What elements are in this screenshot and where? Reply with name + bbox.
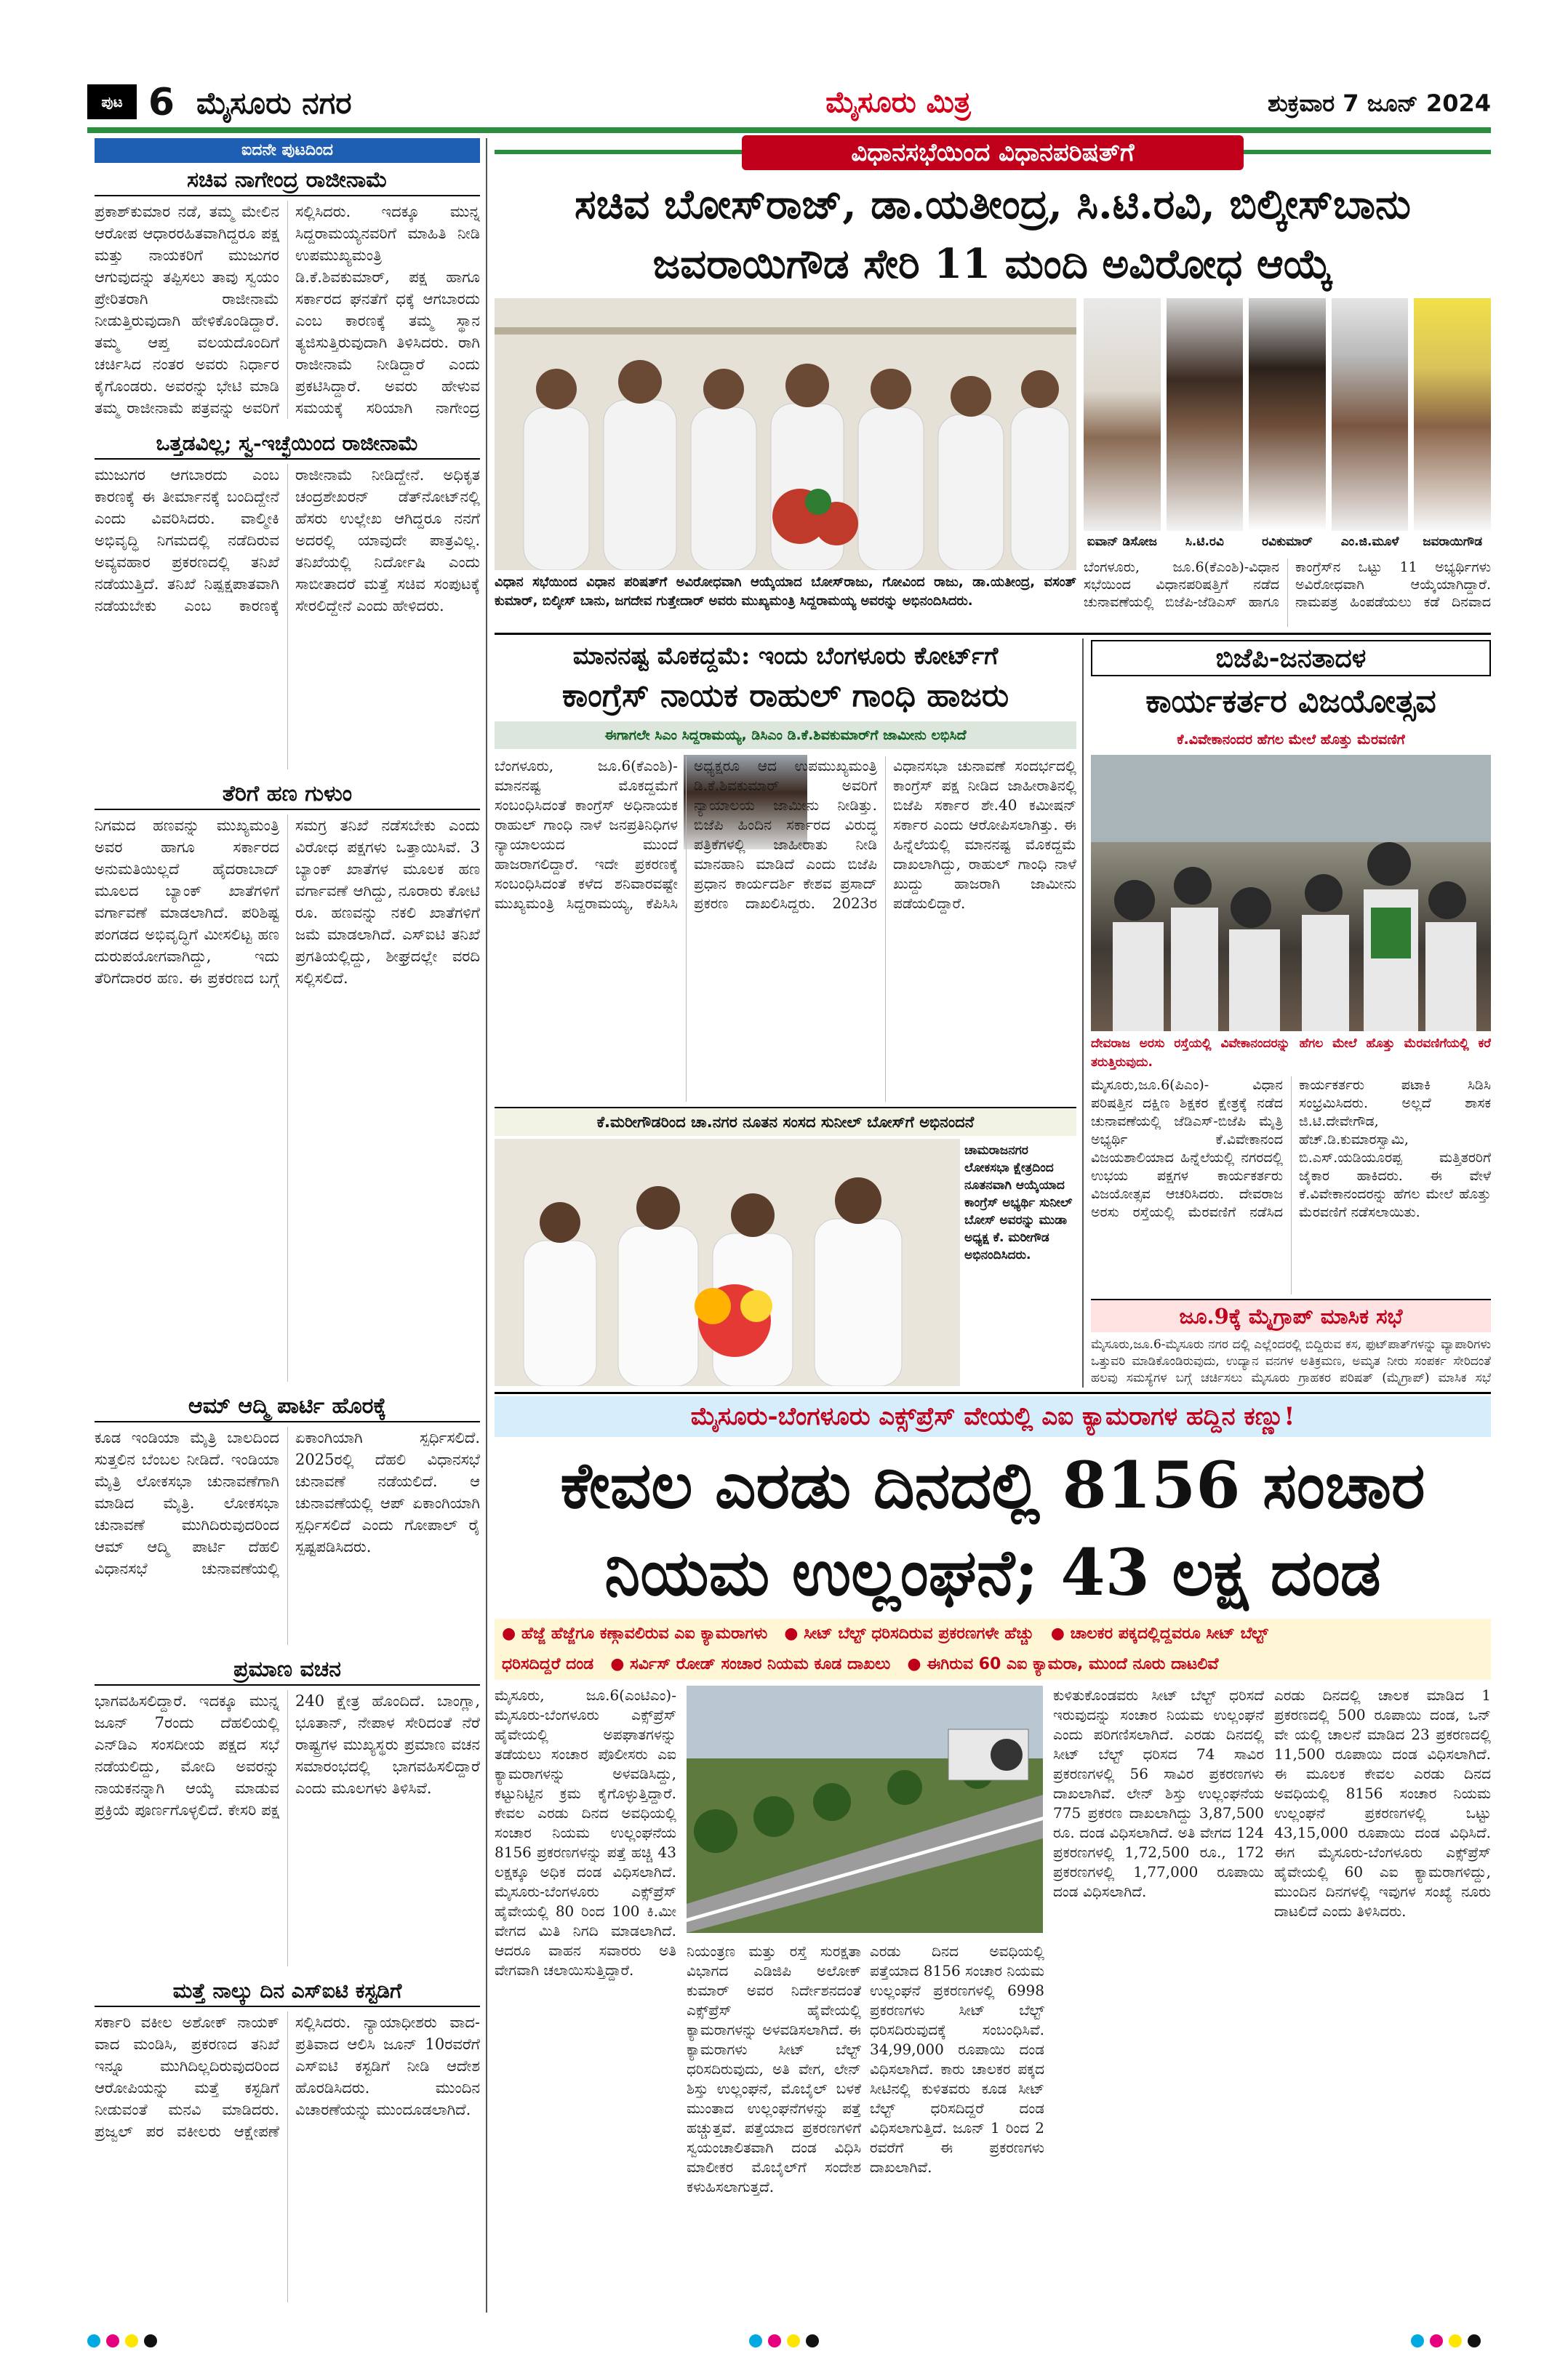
story-body-oath: ಭಾಗವಹಿಸಲಿದ್ದಾರೆ. ಇದಕ್ಕೂ ಮುನ್ನ ಜೂನ್ 7ರಂದು ದೆಹಲಿಯಲ್ಲಿ ಎನ್‌ಡಿಎ ಸಂಸದೀಯ ಪಕ್ಷದ ಸಭೆ ನಡೆಯಲಿದ್ದು, ಮೋದಿ ಅವರನ್ನು ನಾಯಕನನ್ನಾಗಿ ಆಯ್ಕೆ ಮಾಡುವ ಪ್ರಕ್ರಿಯೆ ಪೂರ್ಣಗೊಳ್ಳಲಿದೆ. ಕೇಸರಿ ಪಕ್ಷ 240 ಕ್ಷೇತ್ರ ಹೊಂದಿದೆ. ಬಾಂಗ್ಲಾ, ಭೂತಾನ್, ನೇಪಾಳ ಸೇರಿದಂತೆ ನೆರೆ ರಾಷ್ಟ್ರಗಳ ಮುಖ್ಯಸ್ಥರು ಪ್ರಮಾಣ ವಚನ ಸಮಾರಂಭದಲ್ಲಿ ಭಾಗವಹಿಸಲಿದ್ದಾರೆ ಎಂದು ಮೂಲಗಳು ತಿಳಿಸಿವೆ. bbox=[95, 1692, 480, 1819]
bullet-row-2 bbox=[495, 1649, 1491, 1680]
portrait-photo bbox=[1414, 298, 1491, 531]
portrait-card bbox=[1167, 298, 1244, 553]
felicitation-title-bar: ಕೆ.ಮರೀಗೌಡರಿಂದ ಚಾ.ನಗರ ನೂತನ ಸಂಸದ ಸುನೀಲ್ ಬೋಸ್‌ಗೆ ಅಭಿನಂದನೆ bbox=[495, 1107, 1076, 1136]
story-body-sit-custody: ಸರ್ಕಾರಿ ವಕೀಲ ಅಶೋಕ್ ನಾಯಕ್ ವಾದ ಮಂಡಿಸಿ, ಪ್ರಕರಣದ ತನಿಖೆ ಇನ್ನೂ ಮುಗಿದಿಲ್ಲದಿರುವುದರಿಂದ ಆರೋಪಿಯನ್ನು ಮತ್ತೆ ಕಸ್ಟಡಿಗೆ ನೀಡುವಂತೆ ಮನವಿ ಮಾಡಿದರು. ಪ್ರಜ್ವಲ್ ಪರ ವಕೀಲರು ಆಕ್ಷೇಪಣೆ ಸಲ್ಲಿಸಿದರು. ನ್ಯಾಯಾಧೀಶರು ವಾದ-ಪ್ರತಿವಾದ ಆಲಿಸಿ ಜೂನ್ 10ರವರೆಗೆ ಎಸ್‌ಐಟಿ ಕಸ್ಟಡಿಗೆ ನೀಡಿ ಆದೇಶ ಹೊರಡಿಸಿದರು. ಮುಂದಿನ ವಿಚಾರಣೆಯನ್ನು ಮುಂದೂಡಲಾಗಿದೆ. bbox=[95, 2014, 480, 2140]
expressway-scene bbox=[687, 1686, 1043, 1933]
story-body-no-pressure: ಮುಜುಗರ ಆಗಬಾರದು ಎಂಬ ಕಾರಣಕ್ಕೆ ಈ ತೀರ್ಮಾನಕ್ಕೆ ಬಂದಿದ್ದೇನೆ ಎಂದು ವಿವರಿಸಿದರು. ವಾಲ್ಮೀಕಿ ಅಭಿವೃದ್ಧಿ ನಿಗಮದಲ್ಲಿ ನಡೆದಿರುವ ಅವ್ಯವಹಾರ ಪ್ರಕರಣದಲ್ಲಿ ತನಿಖೆ ನಡೆಯುತ್ತಿದೆ. ತನಿಖೆ ನಿಷ್ಪಕ್ಷಪಾತವಾಗಿ ನಡೆಯಬೇಕು ಎಂಬ ಕಾರಣಕ್ಕೆ ರಾಜೀನಾಮೆ ನೀಡಿದ್ದೇನೆ. ಅಧಿಕೃತ ಚಂದ್ರಶೇಖರನ್ ಡೆತ್‌ನೋಟ್‌ನಲ್ಲಿ ಹೆಸರು ಉಲ್ಲೇಖ ಆಗಿದ್ದರೂ ನನಗೆ ಅದರಲ್ಲಿ ಯಾವುದೇ ಪಾತ್ರವಿಲ್ಲ. ತನಿಖೆಯಲ್ಲಿ ನಿರ್ದೋಷಿ ಎಂದು ಸಾಬೀತಾದರೆ ಮತ್ತೆ ಸಚಿವ ಸಂಪುಟಕ್ಕೆ ಸೇರಲಿದ್ದೇನೆ ಎಂದು ಹೇಳಿದರು. bbox=[95, 466, 480, 614]
felicitation-caption: ಚಾಮರಾಜನಗರ ಲೋಕಸಭಾ ಕ್ಷೇತ್ರದಿಂದ ನೂತನವಾಗಿ ಆಯ್ಕೆಯಾದ ಕಾಂಗ್ರೆಸ್ ಅಭ್ಯರ್ಥಿ ಸುನೀಲ್ ಬೋಸ್ ಅವರನ್ನು ಮುಡಾ ಅಧ್ಯಕ್ಷ ಕೆ. ಮರೀಗೌಡ ಅಭಿನಂದಿಸಿದರು. bbox=[964, 1143, 1073, 1262]
story-title-minister-resign: ಸಚಿವ ನಾಗೇಂದ್ರ ರಾಜೀನಾಮೆ bbox=[95, 166, 480, 196]
issue-date: ಶುಕ್ರವಾರ 7 ಜೂನ್ 2024 bbox=[1267, 89, 1491, 117]
bullet-item: ● ಹೆಜ್ಜೆ ಹೆಜ್ಜೆಗೂ ಕಣ್ಗಾವಲಿರುವ ಎಐ ಕ್ಯಾಮರಾಗಳು bbox=[502, 1625, 768, 1643]
bjp-jds-subhead: ಕೆ.ವಿವೇಕಾನಂದರ ಹೆಗಲ ಮೇಲೆ ಹೊತ್ತು ಮೆರವಣಿಗೆ bbox=[1177, 732, 1405, 748]
bullet-row-1 bbox=[495, 1619, 1491, 1649]
expressway-col-5: ಎರಡು ದಿನದಲ್ಲಿ ಚಾಲಕ ಮಾಡಿದ 1 ಪ್ರಕರಣದಲ್ಲಿ 500 ರೂಪಾಯಿ ದಂಡ, ಒನ್ ವೇ ಯಲ್ಲಿ ಚಾಲನೆ ಮಾಡಿದ 23 ಪ್ರಕರಣದಲ್ಲಿ 11,500 ರೂಪಾಯಿ ದಂಡ ವಿಧಿಸಲಾಗಿದೆ. ಈ ಮೂಲಕ ಕೇವಲ ಎರಡು ದಿನದ ಅವಧಿಯಲ್ಲಿ 8156 ಸಂಚಾರ ನಿಯಮ ಉಲ್ಲಂಘನೆ ಪ್ರಕರಣಗಳಲ್ಲಿ ಒಟ್ಟು 43,15,000 ರೂಪಾಯಿ ದಂಡ ವಿಧಿಸಿದೆ. ಈಗ ಮೈಸೂರು-ಬೆಂಗಳೂರು ಎಕ್ಸ್‌ಪ್ರೆಸ್ ಹೈವೇಯಲ್ಲಿ 60 ಎಐ ಕ್ಯಾಮರಾಗಳಿದ್ದು, ಮುಂದಿನ ದಿನಗಳಲ್ಲಿ ಇವುಗಳ ಸಂಖ್ಯೆ ನೂರು ದಾಟಲಿದೆ ಎಂದು ತಿಳಿಸಿದರು. bbox=[1274, 1686, 1491, 1920]
felicitation-photo bbox=[495, 1139, 960, 1386]
story-title-no-pressure: ಒತ್ತಡವಿಲ್ಲ; ಸ್ವ-ಇಚ್ಛೆಯಿಂದ ರಾಜೀನಾಮೆ bbox=[95, 429, 480, 460]
color-dot bbox=[787, 2334, 800, 2347]
defamation-headline: ಕಾಂಗ್ರೆಸ್ ನಾಯಕ ರಾಹುಲ್ ಗಾಂಧಿ ಹಾಜರು bbox=[561, 677, 1009, 714]
expressway-headline-1: ಕೇವಲ ಎರಡು ದಿನದಲ್ಲಿ 8156 ಸಂಚಾರ bbox=[560, 1447, 1425, 1523]
bjp-jds-headline: ಕಾರ್ಯಕರ್ತರ ವಿಜಯೋತ್ಸವ bbox=[1145, 683, 1436, 720]
color-dot bbox=[144, 2334, 157, 2347]
expressway-col-2: ನಿಯಂತ್ರಣ ಮತ್ತು ರಸ್ತೆ ಸುರಕ್ಷತಾ ವಿಭಾಗದ ಎಡಿಜಿಪಿ ಅಲೋಕ್ ಕುಮಾರ್ ಅವರ ನಿರ್ದೇಶನದಂತೆ ಎಕ್ಸ್‌ಪ್ರೆಸ್ ಹೈವೇಯಲ್ಲಿ ಕ್ಯಾಮರಾಗಳನ್ನು ಅಳವಡಿಸಲಾಗಿದೆ. ಈ ಕ್ಯಾಮರಾಗಳು ಸೀಟ್ ಬೆಲ್ಟ್ ಧರಿಸದಿರುವುದು, ಅತಿ ವೇಗ, ಲೇನ್ ಶಿಸ್ತು ಉಲ್ಲಂಘನೆ, ಮೊಬೈಲ್ ಬಳಕೆ ಮುಂತಾದ ಉಲ್ಲಂಘನೆಗಳನ್ನು ಪತ್ತೆ ಹಚ್ಚುತ್ತವೆ. ಪತ್ತೆಯಾದ ಪ್ರಕರಣಗಳಿಗೆ ಸ್ವಯಂಚಾಲಿತವಾಗಿ ದಂಡ ವಿಧಿಸಿ ಮಾಲೀಕರ ಮೊಬೈಲ್‌ಗೆ ಸಂದೇಶ ಕಳುಹಿಸಲಾಗುತ್ತದೆ. bbox=[687, 1942, 861, 2195]
page-header bbox=[87, 80, 1491, 125]
page-number: 6 bbox=[148, 81, 175, 124]
bullet-item: ● ಚಾಲಕರ ಪಕ್ಕದಲ್ಲಿದ್ದವರೂ ಸೀಟ್ ಬೆಲ್ಟ್ bbox=[1050, 1625, 1268, 1643]
crowd-figures bbox=[1091, 755, 1491, 1031]
portrait-card bbox=[1249, 298, 1326, 553]
registration-dots-middle bbox=[749, 2334, 825, 2349]
story-body-aap-out: ಕೂಡ ಇಂಡಿಯಾ ಮೈತ್ರಿ ಬಾಲದಿಂದ ಸುತ್ತಲಿನ ಬೆಂಬಲ ನೀಡಿದೆ. ಇಂಡಿಯಾ ಮೈತ್ರಿ ಲೋಕಸಭಾ ಚುನಾವಣೆಗಾಗಿ ಮಾಡಿದ ಮೈತ್ರಿ. ಲೋಕಸಭಾ ಚುನಾವಣೆ ಮುಗಿದಿರುವುದರಿಂದ ಆಮ್ ಆದ್ಮಿ ಪಾರ್ಟಿ ದೆಹಲಿ ವಿಧಾನಸಭೆ ಚುನಾವಣೆಯಲ್ಲಿ ಏಕಾಂಗಿಯಾಗಿ ಸ್ಪರ್ಧಿಸಲಿದೆ. 2025ರಲ್ಲಿ ದೆಹಲಿ ವಿಧಾನಸಭೆ ಚುನಾವಣೆ ನಡೆಯಲಿದೆ. ಆ ಚುನಾವಣೆಯಲ್ಲಿ ಆಪ್ ಏಕಾಂಗಿಯಾಗಿ ಸ್ಪರ್ಧಿಸಲಿದೆ ಎಂದು ಗೋಪಾಲ್ ರೈ ಸ್ಪಷ್ಟಪಡಿಸಿದರು. bbox=[95, 1429, 480, 1577]
portrait-name: ಐವಾನ್ ಡಿಸೋಜ bbox=[1087, 535, 1157, 549]
portrait-name: ಸಿ.ಟಿ.ರವಿ bbox=[1185, 535, 1224, 549]
registration-dots-left bbox=[87, 2334, 163, 2349]
expressway-col-4: ಕುಳಿತುಕೊಂಡವರು ಸೀಟ್ ಬೆಲ್ಟ್ ಧರಿಸದೆ ಇರುವುದನ್ನು ಸಂಚಾರ ನಿಯಮ ಉಲ್ಲಂಘನೆ ಎಂದು ಪರಿಗಣಿಸಲಾಗಿದೆ. ಎರಡು ದಿನದಲ್ಲಿ ಸೀಟ್ ಬೆಲ್ಟ್ ಧರಿಸದ 74 ಸಾವಿರ ಪ್ರಕರಣಗಳಲ್ಲಿ 56 ಸಾವಿರ ಪ್ರಕರಣಗಳು ದಾಖಲಾಗಿವೆ. ಲೇನ್ ಶಿಸ್ತು ಉಲ್ಲಂಘನೆಯ 775 ಪ್ರಕರಣ ದಾಖಲಾಗಿದ್ದು 3,87,500 ರೂ. ದಂಡ ವಿಧಿಸಲಾಗಿದೆ. ಅತಿ ವೇಗದ 124 ಪ್ರಕರಣಗಳಲ್ಲಿ 1,72,500 ರೂ., 172 ಪ್ರಕರಣಗಳಲ್ಲಿ 1,77,000 ರೂಪಾಯಿ ದಂಡ ವಿಧಿಸಲಾಗಿದೆ. bbox=[1053, 1686, 1264, 1900]
color-dot bbox=[87, 2334, 100, 2347]
expressway-col-1: ಮೈಸೂರು, ಜೂ.6(ಎಂಟಿಎಂ)- ಮೈಸೂರು-ಬೆಂಗಳೂರು ಎಕ್ಸ್‌ಪ್ರೆಸ್ ಹೈವೇಯಲ್ಲಿ ಅಪಘಾತಗಳನ್ನು ತಡೆಯಲು ಸಂಚಾರ ಪೊಲೀಸರು ಎಐ ಕ್ಯಾಮರಾಗಳನ್ನು ಅಳವಡಿಸಿದ್ದು, ಕಟ್ಟುನಿಟ್ಟಿನ ಕ್ರಮ ಕೈಗೊಳ್ಳುತ್ತಿದ್ದಾರೆ. ಕೇವಲ ಎರಡು ದಿನದ ಅವಧಿಯಲ್ಲಿ ಸಂಚಾರ ನಿಯಮ ಉಲ್ಲಂಘನೆಯ 8156 ಪ್ರಕರಣಗಳನ್ನು ಪತ್ತೆ ಹಚ್ಚಿ 43 ಲಕ್ಷಕ್ಕೂ ಅಧಿಕ ದಂಡ ವಿಧಿಸಲಾಗಿದೆ. ಮೈಸೂರು-ಬೆಂಗಳೂರು ಎಕ್ಸ್‌ಪ್ರೆಸ್ ಹೈವೇಯಲ್ಲಿ 80 ರಿಂದ 100 ಕಿ.ಮೀ ವೇಗದ ಮಿತಿ ನಿಗದಿ ಮಾಡಲಾಗಿದೆ. ಆದರೂ ವಾಹನ ಸವಾರರು ಅತಿ ವೇಗವಾಗಿ ಚಲಾಯಿಸುತ್ತಿದ್ದಾರೆ. bbox=[495, 1686, 676, 1979]
color-dot bbox=[749, 2334, 762, 2347]
page-label: ಪುಟ bbox=[101, 93, 123, 111]
portrait-name: ಜವರಾಯಿಗೌಡ bbox=[1423, 535, 1483, 549]
group-photo-figures bbox=[495, 298, 1076, 570]
defamation-kicker: ಮಾನನಷ್ಟ ಮೊಕದ್ದಮೆ: ಇಂದು ಬೆಂಗಳೂರು ಕೋರ್ಟ್‌ಗೆ bbox=[572, 641, 999, 670]
mygrap-title-box bbox=[1091, 1299, 1491, 1332]
bjp-jds-body: ಮೈಸೂರು,ಜೂ.6(ಪಿಎಂ)- ವಿಧಾನ ಪರಿಷತ್ತಿನ ದಕ್ಷಿಣ ಶಿಕ್ಷಕರ ಕ್ಷೇತ್ರಕ್ಕೆ ನಡೆದ ಚುನಾವಣೆಯಲ್ಲಿ ಜೆಡಿಎಸ್-ಬಿಜೆಪಿ ಮೈತ್ರಿ ಅಭ್ಯರ್ಥಿ ಕೆ.ವಿವೇಕಾನಂದ ವಿಜಯಶಾಲಿಯಾದ ಹಿನ್ನೆಲೆಯಲ್ಲಿ ನಗರದಲ್ಲಿ ಉಭಯ ಪಕ್ಷಗಳ ಕಾರ್ಯಕರ್ತರು ವಿಜಯೋತ್ಸವ ಆಚರಿಸಿದರು. ದೇವರಾಜ ಅರಸು ರಸ್ತೆಯಲ್ಲಿ ಮೆರವಣಿಗೆ ನಡೆಸಿದ ಕಾರ್ಯಕರ್ತರು ಪಟಾಕಿ ಸಿಡಿಸಿ ಸಂಭ್ರಮಿಸಿದರು. ಅಲ್ಲದೆ ಶಾಸಕ ಜಿ.ಟಿ.ದೇವೇಗೌಡ, ಹೆಚ್.ಡಿ.ಕುಮಾರಸ್ವಾಮಿ, ಬಿ.ಎಸ್.ಯಡಿಯೂರಪ್ಪ ಮತ್ತಿತರರಿಗೆ ಜೈಕಾರ ಹಾಕಿದರು. ಈ ವೇಳೆ ಕೆ.ವಿವೇಕಾನಂದರನ್ನು ಹೆಗಲ ಮೇಲೆ ಹೊತ್ತು ಮೆರವಣಿಗೆ ನಡೆಸಲಾಯಿತು. bbox=[1091, 1077, 1491, 1220]
color-dot bbox=[125, 2334, 138, 2347]
felicitation-figures bbox=[495, 1139, 960, 1386]
page-label-box bbox=[87, 84, 137, 119]
left-column-rule bbox=[486, 138, 487, 2313]
color-dot bbox=[106, 2334, 119, 2347]
expressway-headline-2: ನಿಯಮ ಉಲ್ಲಂಘನೆ; 43 ಲಕ್ಷ ದಂಡ bbox=[604, 1534, 1381, 1610]
color-dot bbox=[1411, 2334, 1424, 2347]
mygrap-title: ಜೂ.9ಕ್ಕೆ ಮೈಗ್ರಾಪ್ ಮಾಸಿಕ ಸಭೆ bbox=[1179, 1304, 1403, 1329]
bullet-item: ● ಸೀಟ್ ಬೆಲ್ಟ್ ಧರಿಸದಿರುವ ಪ್ರಕರಣಗಳೇ ಹೆಚ್ಚು bbox=[784, 1625, 1034, 1643]
bullet-item: ● ಸರ್ವಿಸ್ ರೋಡ್ ಸಂಚಾರ ನಿಯಮ ಕೂಡ ದಾಖಲು bbox=[610, 1655, 891, 1673]
bullet-item: ಧರಿಸದಿದ್ದರೆ ದಂಡ bbox=[502, 1655, 594, 1673]
registration-dots-right bbox=[1411, 2334, 1487, 2349]
portrait-photo bbox=[1332, 298, 1409, 531]
bullet-item: ● ಈಗಿರುವ 60 ಎಐ ಕ್ಯಾಮರಾ, ಮುಂದೆ ನೂರು ದಾಟಲಿವೆ bbox=[907, 1655, 1219, 1673]
legislature-body: ಬೆಂಗಳೂರು, ಜೂ.6(ಕೆಎಂಶಿ)-ವಿಧಾನ ಸಭೆಯಿಂದ ವಿಧಾನಪರಿಷತ್ತಿಗೆ ನಡೆದ ಚುನಾವಣೆಯಲ್ಲಿ ಬಿಜೆಪಿ-ಜೆಡಿಎಸ್ ಹಾಗೂ ಕಾಂಗ್ರೆಸ್‌ನ ಒಟ್ಟು 11 ಅಭ್ಯರ್ಥಿಗಳು ಅವಿರೋಧವಾಗಿ ಆಯ್ಕೆಯಾಗಿದ್ದಾರೆ. ನಾಮಪತ್ರ ಹಿಂಪಡೆಯಲು ಕಡೆ ದಿನವಾದ bbox=[1084, 559, 1491, 610]
portrait-card bbox=[1084, 298, 1161, 553]
victory-procession-photo bbox=[1091, 755, 1491, 1031]
legislature-headline-1: ಸಚಿವ ಬೋಸ್‌ರಾಜ್, ಡಾ.ಯತೀಂದ್ರ, ಸಿ.ಟಿ.ರವಿ, ಬಿಲ್ಕೀಸ್‌ಬಾನು bbox=[575, 180, 1411, 228]
portrait-name: ಎಂ.ಜಿ.ಮೂಳೆ bbox=[1340, 535, 1399, 549]
story-title-oath: ಪ್ರಮಾಣ ವಚನ bbox=[95, 1655, 480, 1686]
bjp-jds-kicker-box bbox=[1091, 640, 1491, 676]
right-column-rule bbox=[1082, 638, 1084, 1388]
portrait-photo bbox=[1249, 298, 1326, 531]
expressway-col-3: ಎರಡು ದಿನದ ಅವಧಿಯಲ್ಲಿ ಪತ್ತೆಯಾದ 8156 ಸಂಚಾರ ನಿಯಮ ಉಲ್ಲಂಘನೆ ಪ್ರಕರಣಗಳಲ್ಲಿ 6998 ಪ್ರಕರಣಗಳು ಸೀಟ್ ಬೆಲ್ಟ್ ಧರಿಸದಿರುವುದಕ್ಕೆ ಸಂಬಂಧಿಸಿವೆ. 34,99,000 ರೂಪಾಯಿ ದಂಡ ವಿಧಿಸಲಾಗಿದೆ. ಕಾರು ಚಾಲಕರ ಪಕ್ಕದ ಸೀಟಿನಲ್ಲಿ ಕುಳಿತವರು ಕೂಡ ಸೀಟ್ ಬೆಲ್ಟ್ ಧರಿಸದಿದ್ದರೆ ದಂಡ ವಿಧಿಸಲಾಗುತ್ತಿದೆ. ಜೂನ್ 1 ರಿಂದ 2 ರವರೆಗೆ ಈ ಪ್ರಕರಣಗಳು ದಾಖಲಾಗಿವೆ. bbox=[870, 1942, 1044, 2176]
color-dot bbox=[806, 2334, 819, 2347]
color-dot bbox=[1430, 2334, 1443, 2347]
defamation-subhead: ಈಗಾಗಲೇ ಸಿಎಂ ಸಿದ್ದರಾಮಯ್ಯ, ಡಿಸಿಎಂ ಡಿ.ಕೆ.ಶಿವಕುಮಾರ್‌ಗೆ ಜಾಮೀನು ಲಭಿಸಿದೆ bbox=[495, 721, 1076, 749]
legislature-group-photo bbox=[495, 298, 1076, 570]
portrait-name: ರವಿಕುಮಾರ್ bbox=[1262, 535, 1313, 549]
portrait-card bbox=[1414, 298, 1491, 553]
story-title-sit-custody: ಮತ್ತೆ ನಾಲ್ಕು ದಿನ ಎಸ್‌ಐಟಿ ಕಸ್ಟಡಿಗೆ bbox=[95, 1977, 480, 2007]
story-body-tax-money: ನಿಗಮದ ಹಣವನ್ನು ಮುಖ್ಯಮಂತ್ರಿ ಅವರ ಹಾಗೂ ಸರ್ಕಾರದ ಅನುಮತಿಯಿಲ್ಲದೆ ಹೈದರಾಬಾದ್ ಮೂಲದ ಬ್ಯಾಂಕ್ ಖಾತೆಗಳಿಗೆ ವರ್ಗಾವಣೆ ಮಾಡಲಾಗಿದೆ. ಪರಿಶಿಷ್ಟ ಪಂಗಡದ ಅಭಿವೃದ್ಧಿಗೆ ಮೀಸಲಿಟ್ಟ ಹಣ ದುರುಪಯೋಗವಾಗಿದ್ದು, ಇದು ತೆರಿಗೆದಾರರ ಹಣ. ಈ ಪ್ರಕರಣದ ಬಗ್ಗೆ ಸಮಗ್ರ ತನಿಖೆ ನಡೆಸಬೇಕು ಎಂದು ವಿರೋಧ ಪಕ್ಷಗಳು ಒತ್ತಾಯಿಸಿವೆ. 3 ಬ್ಯಾಂಕ್ ಖಾತೆಗಳ ಮೂಲಕ ಹಣ ವರ್ಗಾವಣೆ ಆಗಿದ್ದು, ನೂರಾರು ಕೋಟಿ ರೂ. ಹಣವನ್ನು ನಕಲಿ ಖಾತೆಗಳಿಗೆ ಜಮೆ ಮಾಡಲಾಗಿದೆ. ಎಸ್‌ಐಟಿ ತನಿಖೆ ಪ್ರಗತಿಯಲ್ಲಿದ್ದು, ಶೀಘ್ರದಲ್ಲೇ ವರದಿ ಸಲ್ಲಿಸಲಿದೆ. bbox=[95, 817, 480, 987]
portrait-photo bbox=[1084, 298, 1161, 531]
header-divider bbox=[87, 127, 1491, 133]
story-body-minister-resign: ಪ್ರಕಾಶ್‌ಕುಮಾರ ನಡೆ, ತಮ್ಮ ಮೇಲಿನ ಆರೋಪ ಆಧಾರರಹಿತವಾಗಿದ್ದರೂ ಪಕ್ಷ ಮತ್ತು ನಾಯಕರಿಗೆ ಮುಜುಗರ ಆಗುವುದನ್ನು ತಪ್ಪಿಸಲು ತಾವು ಸ್ವಯಂ ಪ್ರೇರಿತರಾಗಿ ರಾಜೀನಾಮೆ ನೀಡುತ್ತಿರುವುದಾಗಿ ಹೇಳಿಕೊಂಡಿದ್ದಾರೆ. ತಮ್ಮ ಆಪ್ತ ವಲಯದೊಂದಿಗೆ ಚರ್ಚಿಸಿದ ನಂತರ ಅವರು ನಿರ್ಧಾರ ಕೈಗೊಂಡರು. ಅವರನ್ನು ಭೇಟಿ ಮಾಡಿ ತಮ್ಮ ರಾಜೀನಾಮೆ ಪತ್ರವನ್ನು ಅವರಿಗೆ ಸಲ್ಲಿಸಿದರು. ಇದಕ್ಕೂ ಮುನ್ನ ಸಿದ್ದರಾಮಯ್ಯನವರಿಗೆ ಮಾಹಿತಿ ನೀಡಿ ಉಪಮುಖ್ಯಮಂತ್ರಿ ಡಿ.ಕೆ.ಶಿವಕುಮಾರ್, ಪಕ್ಷ ಹಾಗೂ ಸರ್ಕಾರದ ಘನತೆಗೆ ಧಕ್ಕೆ ಆಗಬಾರದು ಎಂಬ ಕಾರಣಕ್ಕೆ ತಮ್ಮ ಸ್ಥಾನ ತ್ಯಜಿಸುತ್ತಿರುವುದಾಗಿ ತಿಳಿಸಿದರು. ರಾಗಿ ರಾಜೀನಾಮೆ ನೀಡಿದ್ದಾರೆ ಎಂದು ಪ್ರಕಟಿಸಿದ್ದಾರೆ. ಅವರು ಹೇಳುವ ಸಮಯಕ್ಕೆ ಸರಿಯಾಗಿ ನಾಗೇಂದ್ರ bbox=[95, 203, 480, 417]
color-dot bbox=[1468, 2334, 1481, 2347]
defamation-body: ಬೆಂಗಳೂರು, ಜೂ.6(ಕೆಎಂಶಿ)-ಮಾನನಷ್ಟ ಮೊಕದ್ದಮೆಗೆ ಸಂಬಂಧಿಸಿದಂತೆ ಕಾಂಗ್ರೆಸ್ ಅಧಿನಾಯಕ ರಾಹುಲ್ ಗಾಂಧಿ ನಾಳೆ ಜನಪ್ರತಿನಿಧಿಗಳ ನ್ಯಾಯಾಲಯದ ಮುಂದೆ ಹಾಜರಾಗಲಿದ್ದಾರೆ. ಇದೇ ಪ್ರಕರಣಕ್ಕೆ ಸಂಬಂಧಿಸಿದಂತೆ ಕಳೆದ ಶನಿವಾರವಷ್ಟೇ ಮುಖ್ಯಮಂತ್ರಿ ಸಿದ್ದರಾಮಯ್ಯ, ಕೆಪಿಸಿಸಿ ಅಧ್ಯಕ್ಷರೂ ಆದ ಉಪಮುಖ್ಯಮಂತ್ರಿ ಡಿ.ಕೆ.ಶಿವಕುಮಾರ್ ಅವರಿಗೆ ನ್ಯಾಯಾಲಯ ಜಾಮೀನು ನೀಡಿತ್ತು. ಬಿಜೆಪಿ ಹಿಂದಿನ ಸರ್ಕಾರದ ವಿರುದ್ಧ ಪತ್ರಿಕೆಗಳಲ್ಲಿ ಜಾಹೀರಾತು ನೀಡಿ ಮಾನಹಾನಿ ಮಾಡಿದೆ ಎಂದು ಬಿಜೆಪಿ ಪ್ರಧಾನ ಕಾರ್ಯದರ್ಶಿ ಕೇಶವ ಪ್ರಸಾದ್ ಪ್ರಕರಣ ದಾಖಲಿಸಿದ್ದರು. 2023ರ ವಿಧಾನಸಭಾ ಚುನಾವಣೆ ಸಂದರ್ಭದಲ್ಲಿ ಕಾಂಗ್ರೆಸ್ ಪಕ್ಷ ನೀಡಿದ ಜಾಹೀರಾತಿನಲ್ಲಿ ಬಿಜೆಪಿ ಸರ್ಕಾರ ಶೇ.40 ಕಮೀಷನ್ ಸರ್ಕಾರ ಎಂದು ಆರೋಪಿಸಲಾಗಿತ್ತು. ಈ ಹಿನ್ನೆಲೆಯಲ್ಲಿ ಮಾನನಷ್ಟ ಮೊಕದ್ದಮೆ ದಾಖಲಾಗಿದ್ದು, ರಾಹುಲ್ ಗಾಂಧಿ ನಾಳೆ ಖುದ್ದು ಹಾಜರಾಗಿ ಜಾಮೀನು ಪಡೆಯಲಿದ್ದಾರೆ. bbox=[495, 757, 1076, 912]
color-dot bbox=[1449, 2334, 1462, 2347]
expressway-kicker: ಮೈಸೂರು-ಬೆಂಗಳೂರು ಎಕ್ಸ್‌ಪ್ರೆಸ್ ವೇಯಲ್ಲಿ ಎಐ ಕ್ಯಾಮರಾಗಳ ಹದ್ದಿನ ಕಣ್ಣು! bbox=[495, 1396, 1491, 1437]
victory-caption: ದೇವರಾಜ ಅರಸು ರಸ್ತೆಯಲ್ಲಿ ವಿವೇಕಾನಂದರನ್ನು ಹೆಗಲ ಮೇಲೆ ಹೊತ್ತು ಮೆರವಣಿಗೆಯಲ್ಲಿ ಕರೆ ತರುತ್ತಿರುವುದು. bbox=[1091, 1036, 1491, 1070]
story-title-aap-out: ಆಮ್ ಆದ್ಮಿ ಪಾರ್ಟಿ ಹೊರಕ್ಕೆ bbox=[95, 1392, 480, 1422]
expressway-top-rule bbox=[495, 1392, 1491, 1394]
mygrap-body: ಮೈಸೂರು,ಜೂ.6-ಮೈಸೂರು ನಗರ ದಲ್ಲಿ ಎಲ್ಲೆಂದರಲ್ಲಿ ಬಿದ್ದಿರುವ ಕಸ, ಫುಟ್‌ಪಾತ್‌ಗಳನ್ನು ವ್ಯಾಪಾರಿಗಳು ಒತ್ತುವರಿ ಮಾಡಿಕೊಂಡಿರುವುದು, ಉದ್ಯಾನ ವನಗಳ ಅತಿಕ್ರಮಣ, ಅಮೃತ ನೀರು ಸಂಪರ್ಕ ಸೇರಿದಂತೆ ಹಲವು ಸಮಸ್ಯೆಗಳ ಬಗ್ಗೆ ಚರ್ಚಿಸಲು ಮೈಸೂರು ಗ್ರಾಹಕರ ಪರಿಷತ್ (ಮೈಗ್ರಾಪ್) ಮಾಸಿಕ ಸಭೆ bbox=[1091, 1337, 1491, 1385]
story-title-tax-money: ತೆರಿಗೆ ಹಣ ಗುಳುಂ bbox=[95, 780, 480, 810]
expressway-aerial-photo bbox=[687, 1686, 1043, 1933]
legislature-divider bbox=[495, 633, 1491, 635]
bjp-jds-kicker: ಬಿಜೆಪಿ-ಜನತಾದಳ bbox=[1215, 643, 1367, 673]
continued-banner: ಐದನೇ ಪುಟದಿಂದ bbox=[95, 138, 480, 163]
legislature-headline-2: ಜವರಾಯಿಗೌಡ ಸೇರಿ 11 ಮಂದಿ ಅವಿರೋಧ ಆಯ್ಕೆ bbox=[652, 240, 1333, 288]
legislature-portraits bbox=[1084, 298, 1491, 553]
section-title: ಮೈಸೂರು ನಗರ bbox=[196, 85, 352, 121]
legislature-photo-caption: ವಿಧಾನ ಸಭೆಯಿಂದ ವಿಧಾನ ಪರಿಷತ್‌ಗೆ ಅವಿರೋಧವಾಗಿ ಆಯ್ಕೆಯಾದ ಬೋಸ್‌ರಾಜು, ಗೋವಿಂದ ರಾಜು, ಡಾ.ಯತೀಂದ್ರ, ವಸಂತ್ ಕುಮಾರ್, ಬಿಲ್ಕೀಸ್ ಬಾನು, ಜಗದೇವ ಗುತ್ತೇದಾರ್ ಅವರು ಮುಖ್ಯಮಂತ್ರಿ ಸಿದ್ದರಾಮಯ್ಯ ಅವರನ್ನು ಅಭಿನಂದಿಸಿದರು. bbox=[495, 575, 1076, 609]
masthead-logo: ಮೈಸೂರು ಮಿತ್ರ bbox=[825, 85, 971, 119]
left-column bbox=[95, 166, 480, 2318]
legislature-kicker-bar bbox=[495, 135, 1491, 170]
expressway-bullets bbox=[495, 1619, 1491, 1680]
portrait-card bbox=[1332, 298, 1409, 553]
portrait-photo bbox=[1167, 298, 1244, 531]
color-dot bbox=[768, 2334, 781, 2347]
legislature-kicker: ವಿಧಾನಸಭೆಯಿಂದ ವಿಧಾನಪರಿಷತ್‌ಗೆ bbox=[742, 135, 1244, 170]
